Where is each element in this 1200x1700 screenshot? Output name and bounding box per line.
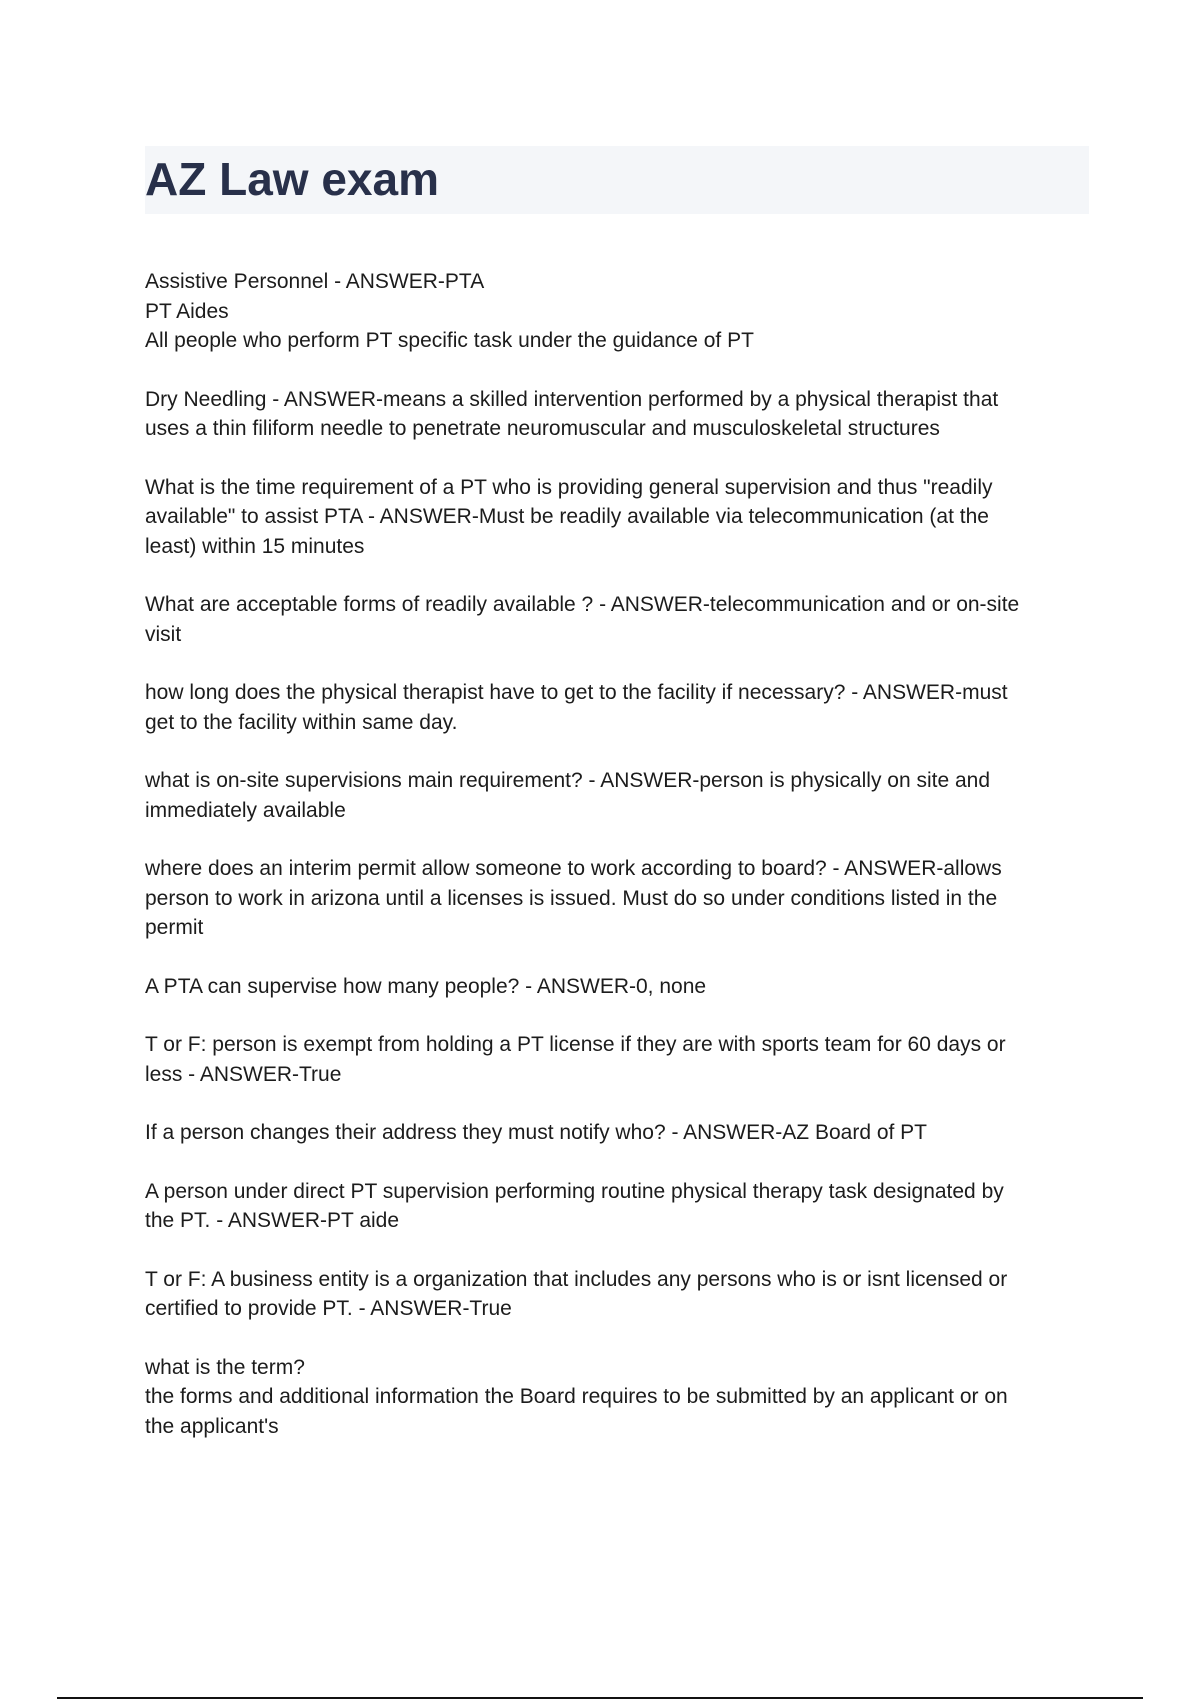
qa-text-line: certified to provide PT. - ANSWER-True	[145, 1297, 512, 1320]
qa-entry	[145, 1353, 1089, 1442]
qa-entry	[145, 385, 1089, 444]
bottom-divider	[57, 1697, 1143, 1699]
qa-text-line: less - ANSWER-True	[145, 1062, 342, 1086]
qa-text-line: A PTA can supervise how many people? - ANSWER-0, none	[145, 974, 707, 998]
qa-text-line: PT Aides	[145, 299, 229, 323]
qa-text-line: Dry Needling - ANSWER-means a skilled intervention performed by a physical therapist that	[145, 387, 999, 411]
qa-text-line: What is the time requirement of a PT who is providing general supervision and thus "readily	[145, 475, 993, 499]
page-title: AZ Law exam	[145, 153, 439, 205]
qa-entry	[145, 267, 1089, 356]
qa-text-line: person to work in arizona until a licenses is issued. Must do so under conditions listed in the	[145, 886, 998, 910]
qa-text-line: how long does the physical therapist have to get to the facility if necessary? - ANSWER-must	[145, 681, 1008, 704]
qa-text-line: T or F: A business entity is a organization that includes any persons who is or isnt licensed or	[145, 1267, 1008, 1291]
qa-entry	[145, 473, 1089, 562]
qa-text-line: least) within 15 minutes	[145, 534, 365, 558]
qa-text-line: T or F: person is exempt from holding a PT license if they are with sports team for 60 days or	[145, 1033, 1006, 1056]
qa-entry	[145, 678, 1089, 737]
qa-entry	[145, 1177, 1089, 1236]
qa-text-line: Assistive Personnel - ANSWER-PTA	[145, 270, 485, 293]
qa-entry	[145, 972, 1089, 1002]
qa-text-line: uses a thin filiform needle to penetrate neuromuscular and musculoskeletal structures	[145, 417, 940, 440]
qa-text-line: get to the facility within same day.	[145, 710, 458, 734]
qa-entry	[145, 854, 1089, 943]
qa-text-line: what is the term?	[145, 1355, 305, 1379]
qa-entry	[145, 766, 1089, 825]
qa-text-line: visit	[145, 622, 182, 646]
qa-text-line: All people who perform PT specific task under the guidance of PT	[145, 329, 754, 352]
qa-entry	[145, 1265, 1089, 1324]
qa-text-line: A person under direct PT supervision performing routine physical therapy task designated by	[145, 1179, 1004, 1203]
qa-text-line: If a person changes their address they must notify who? - ANSWER-AZ Board of PT	[145, 1121, 928, 1144]
qa-entry	[145, 1030, 1089, 1089]
qa-entry	[145, 1118, 1089, 1148]
qa-text-line: where does an interim permit allow someone to work according to board? - ANSWER-allows	[145, 857, 1002, 880]
qa-text-line: the applicant's	[145, 1414, 279, 1438]
qa-text-line: what is on-site supervisions main requirement? - ANSWER-person is physically on site and	[145, 769, 991, 792]
qa-entry	[145, 590, 1089, 649]
qa-list	[145, 267, 1089, 1470]
qa-text-line: the PT. - ANSWER-PT aide	[145, 1209, 400, 1232]
qa-text-line: immediately available	[145, 798, 346, 822]
qa-text-line: the forms and additional information the Board requires to be submitted by an applicant or on	[145, 1385, 1008, 1408]
qa-text-line: What are acceptable forms of readily available ? - ANSWER-telecommunication and or on-site	[145, 593, 1020, 616]
qa-text-line: permit	[145, 916, 204, 939]
qa-text-line: available" to assist PTA - ANSWER-Must be readily available via telecommunication (at the	[145, 505, 989, 528]
title-banner	[145, 146, 1089, 214]
